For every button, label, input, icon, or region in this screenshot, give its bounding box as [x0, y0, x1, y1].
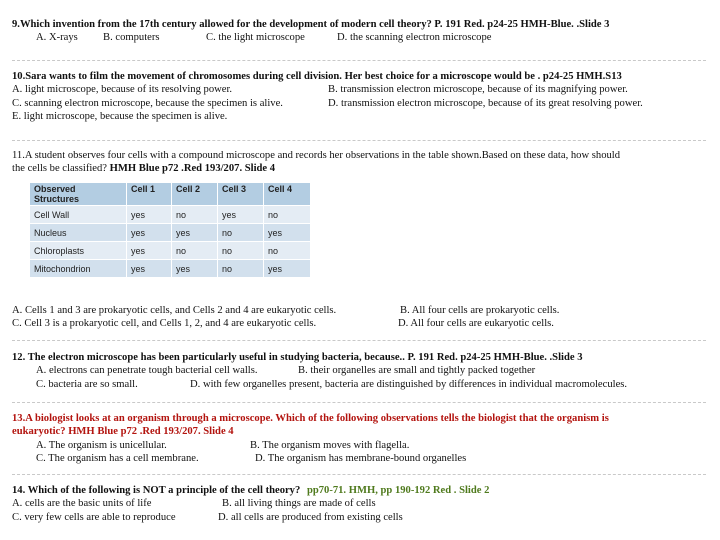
divider	[12, 474, 706, 475]
question-10	[12, 70, 712, 124]
question-11-text-line2-body: the cells be classified?	[12, 163, 108, 175]
observations-table	[29, 182, 311, 278]
question-12-options-row2	[12, 378, 712, 391]
table-cell: yes	[218, 206, 264, 224]
question-13-text-line2: eukaryotic? HMH Blue p72 .Red 193/207. Slide 4	[12, 426, 234, 438]
table-cell: yes	[172, 260, 218, 278]
question-11-reference: HMH Blue p72 .Red 193/207. Slide 4	[109, 163, 276, 175]
option-9a: A. X-rays	[36, 32, 78, 44]
option-10c: C. scanning electron microscope, because the specimen is alive.	[12, 97, 283, 109]
question-9-text: 9.Which invention from the 17th century allowed for the development of modern cell theory? P. 191 Red. p24-25 HMH-Blue. .Slide 3	[12, 19, 610, 30]
table-row	[30, 224, 311, 242]
table-cell: no	[218, 224, 264, 242]
question-14-options-row1	[12, 497, 712, 510]
table-cell: no	[264, 206, 311, 224]
option-12a: A. electrons can penetrate tough bacterial cell walls.	[36, 365, 258, 377]
option-9d: D. the scanning electron microscope	[337, 32, 492, 44]
divider	[12, 140, 706, 141]
question-11-options-row2	[12, 317, 712, 330]
question-11-options	[12, 304, 712, 331]
question-13	[12, 412, 712, 466]
option-13c: C. The organism has a cell membrane.	[36, 453, 199, 465]
question-10-options-row2	[12, 97, 712, 110]
question-9-options	[12, 31, 712, 44]
question-11-options-row1	[12, 304, 712, 317]
table-cell: yes	[264, 260, 311, 278]
question-10-text: 10.Sara wants to film the movement of chromosomes during cell division. Her best choice for a microscope would be . p24-25 HMH.S13	[12, 71, 622, 82]
question-14-options-row2	[12, 511, 712, 524]
option-14b: B. all living things are made of cells	[222, 498, 376, 510]
question-14-text: 14. Which of the following is NOT a principle of the cell theory?	[12, 485, 301, 496]
table-cell: no	[172, 206, 218, 224]
question-14-text-line	[12, 484, 712, 497]
table-cell: yes	[127, 224, 172, 242]
table-cell: Chloroplasts	[30, 242, 127, 260]
option-13b: B. The organism moves with flagella.	[250, 439, 410, 451]
table-header-cell: Cell 4	[264, 183, 311, 206]
option-12b: B. their organelles are small and tightly packed together	[298, 365, 536, 377]
table-cell: yes	[127, 206, 172, 224]
option-11d: D. All four cells are eukaryotic cells.	[398, 318, 554, 330]
question-13-text-line1: 13.A biologist looks at an organism through a microscope. Which of the following observations tells the biologist that the organism is	[12, 413, 609, 424]
option-12d: D. with few organelles present, bacteria are distinguished by differences in individual macromolecules.	[190, 378, 628, 390]
table-cell: no	[172, 242, 218, 260]
table-cell: Cell Wall	[30, 206, 127, 224]
table-cell: Nucleus	[30, 224, 127, 242]
question-12-text: 12. The electron microscope has been particularly useful in studying bacteria, because.. P. 191 Red. p24-25 HMH-Blue. .Slide 3	[12, 352, 583, 363]
option-13d: D. The organism has membrane-bound organelles	[255, 453, 467, 465]
table-cell: no	[218, 242, 264, 260]
option-12c: C. bacteria are so small.	[36, 378, 138, 390]
option-11b: B. All four cells are prokaryotic cells.	[400, 305, 560, 316]
option-9b: B. computers	[103, 32, 160, 44]
question-12	[12, 351, 712, 391]
question-11	[12, 149, 712, 176]
divider	[12, 402, 706, 403]
option-9c: C. the light microscope	[206, 32, 305, 44]
question-14	[12, 484, 712, 524]
option-14c: C. very few cells are able to reproduce	[12, 511, 176, 523]
option-10a: A. light microscope, because of its resolving power.	[12, 84, 233, 96]
divider	[12, 60, 706, 61]
table-header-cell: Cell 2	[172, 183, 218, 206]
question-10-options-row1	[12, 83, 712, 96]
table-cell: no	[218, 260, 264, 278]
table-cell: yes	[172, 224, 218, 242]
divider	[12, 340, 706, 341]
option-10e: E. light microscope, because the specimen is alive.	[12, 111, 228, 123]
question-9	[12, 18, 712, 45]
table-row	[30, 260, 311, 278]
table-cell: yes	[127, 260, 172, 278]
option-11a: A. Cells 1 and 3 are prokaryotic cells, and Cells 2 and 4 are eukaryotic cells.	[12, 305, 337, 316]
question-11-text-line2	[12, 162, 712, 175]
question-11-text-line1: 11.A student observes four cells with a compound microscope and records her observations in the table shown.Based on these data, how should	[12, 150, 621, 161]
option-14a: A. cells are the basic units of life	[12, 498, 152, 510]
question-12-options-row1	[12, 364, 712, 377]
question-13-options-row1	[12, 439, 712, 452]
question-14-reference: pp70-71. HMH, pp 190-192 Red . Slide 2	[306, 485, 490, 496]
table-header-row	[30, 183, 311, 206]
option-14d: D. all cells are produced from existing cells	[218, 511, 403, 523]
option-13a: A. The organism is unicellular.	[36, 439, 167, 451]
option-10b: B. transmission electron microscope, because of its magnifying power.	[328, 84, 628, 96]
table-header-cell: Cell 1	[127, 183, 172, 206]
option-10d: D. transmission electron microscope, because of its great resolving power.	[328, 97, 643, 109]
table-header-cell: Cell 3	[218, 183, 264, 206]
table-cell: yes	[264, 224, 311, 242]
table-cell: yes	[127, 242, 172, 260]
option-11c: C. Cell 3 is a prokaryotic cell, and Cells 1, 2, and 4 are eukaryotic cells.	[12, 318, 317, 330]
question-13-options-row2	[12, 452, 712, 465]
table-header-cell: Observed Structures	[30, 183, 127, 206]
table-cell: no	[264, 242, 311, 260]
table-row	[30, 242, 311, 260]
table-row	[30, 206, 311, 224]
table-cell: Mitochondrion	[30, 260, 127, 278]
